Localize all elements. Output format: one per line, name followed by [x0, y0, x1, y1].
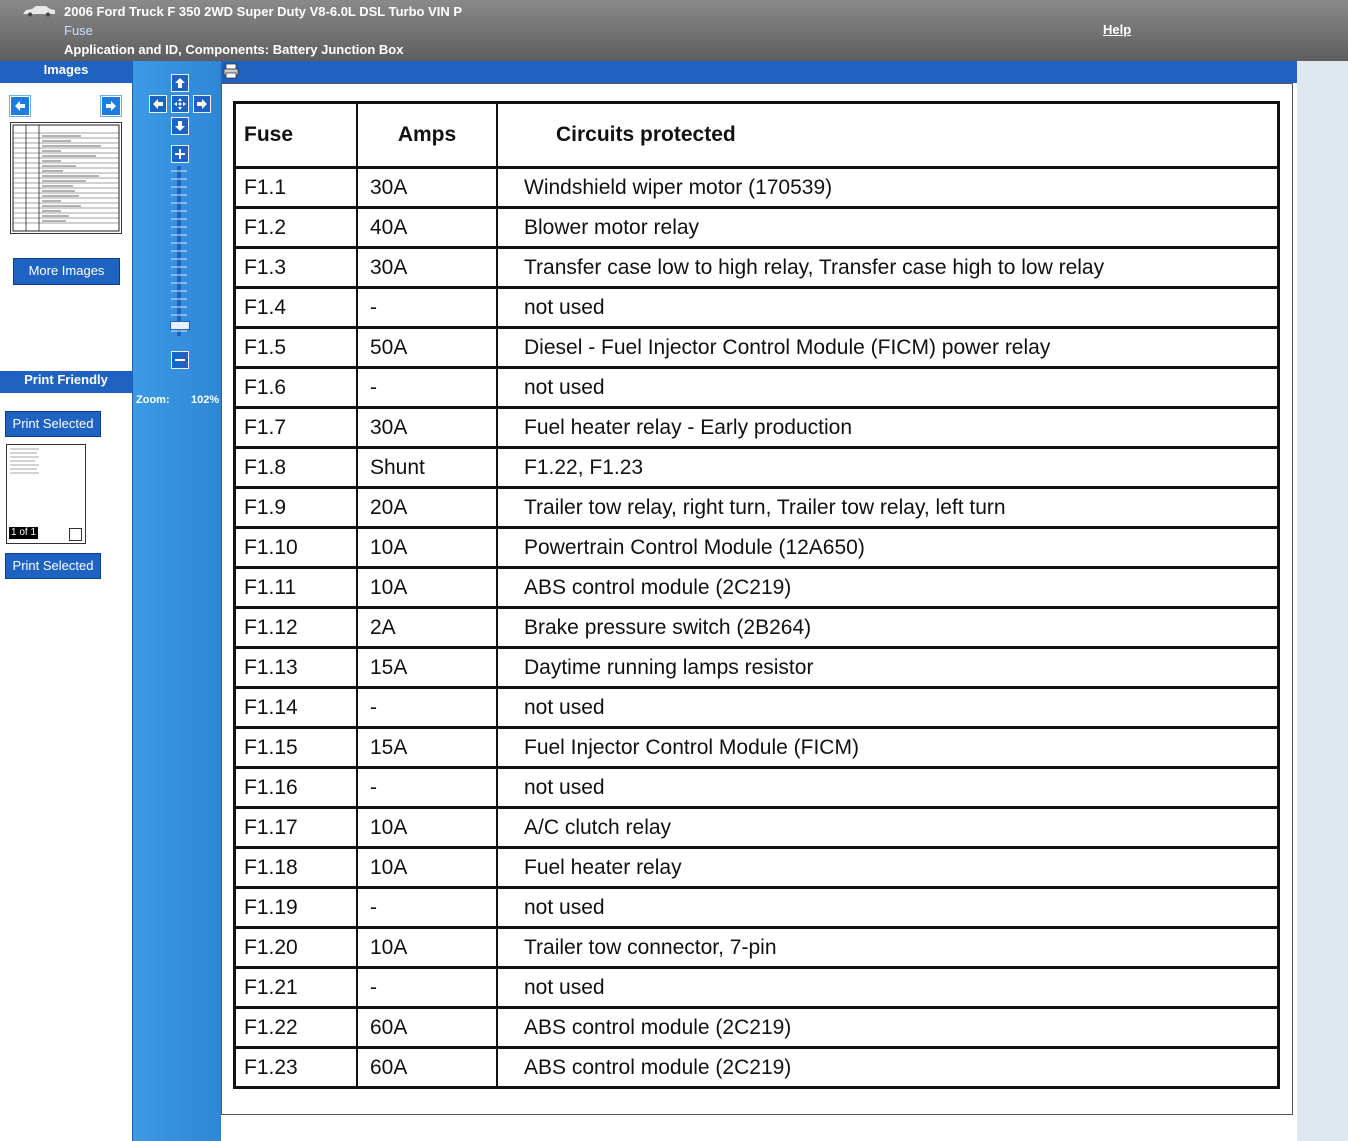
arrow-up-icon — [172, 75, 188, 91]
fuse-cell: F1.18 — [235, 848, 358, 888]
fuse-cell: F1.2 — [235, 208, 358, 248]
table-row — [235, 288, 1279, 328]
table-row — [235, 808, 1279, 848]
print-page-thumbnail[interactable] — [6, 444, 86, 544]
arrow-down-icon — [172, 118, 188, 134]
amps-cell: 10A — [357, 568, 497, 608]
pan-down-button[interactable] — [171, 117, 189, 135]
circuit-cell: not used — [497, 768, 1279, 808]
fuse-cell: F1.22 — [235, 1008, 358, 1048]
amps-cell: - — [357, 288, 497, 328]
arrow-left-icon — [11, 97, 29, 115]
amps-cell: - — [357, 888, 497, 928]
select-page-checkbox[interactable] — [69, 528, 82, 541]
fuse-cell: F1.11 — [235, 568, 358, 608]
fuse-cell: F1.17 — [235, 808, 358, 848]
next-image-button[interactable] — [101, 96, 121, 116]
table-row — [235, 528, 1279, 568]
circuit-cell: Diesel - Fuel Injector Control Module (FICM) power relay — [497, 328, 1279, 368]
left-sidebar — [0, 61, 133, 1141]
arrow-left-icon — [150, 96, 166, 112]
fuse-cell: F1.5 — [235, 328, 358, 368]
table-row — [235, 1048, 1279, 1088]
pan-center-button[interactable] — [171, 95, 189, 113]
table-row — [235, 408, 1279, 448]
move-icon — [172, 96, 188, 112]
print-selected-button[interactable]: Print Selected — [5, 411, 101, 437]
page-preview-thumbnail — [7, 445, 85, 525]
arrow-right-icon — [194, 96, 210, 112]
fuse-cell: F1.1 — [235, 168, 358, 208]
amps-cell: Shunt — [357, 448, 497, 488]
more-images-button[interactable]: More Images — [13, 258, 120, 285]
table-row — [235, 368, 1279, 408]
table-row — [235, 248, 1279, 288]
fuse-cell: F1.10 — [235, 528, 358, 568]
fuse-cell: F1.3 — [235, 248, 358, 288]
table-row — [235, 488, 1279, 528]
circuit-cell: not used — [497, 688, 1279, 728]
circuit-cell: not used — [497, 968, 1279, 1008]
fuse-table-thumbnail — [11, 123, 121, 233]
fuse-cell: F1.9 — [235, 488, 358, 528]
amps-cell: 2A — [357, 608, 497, 648]
table-row — [235, 448, 1279, 488]
zoom-slider[interactable] — [171, 166, 187, 336]
table-row — [235, 688, 1279, 728]
images-panel-title: Images — [0, 61, 132, 83]
pan-right-button[interactable] — [193, 95, 211, 113]
amps-cell: 30A — [357, 408, 497, 448]
circuit-cell: Fuel heater relay — [497, 848, 1279, 888]
table-row — [235, 1008, 1279, 1048]
circuit-cell: ABS control module (2C219) — [497, 1008, 1279, 1048]
column-header-circuits: Circuits protected — [497, 103, 1279, 168]
circuit-cell: Brake pressure switch (2B264) — [497, 608, 1279, 648]
circuit-cell: not used — [497, 368, 1279, 408]
fuse-cell: F1.13 — [235, 648, 358, 688]
fuse-cell: F1.12 — [235, 608, 358, 648]
fuse-cell: F1.4 — [235, 288, 358, 328]
document-viewer — [221, 83, 1297, 1141]
amps-cell: 10A — [357, 848, 497, 888]
circuit-cell: not used — [497, 288, 1279, 328]
table-row — [235, 728, 1279, 768]
column-header-fuse: Fuse — [235, 103, 358, 168]
amps-cell: 30A — [357, 168, 497, 208]
table-row — [235, 928, 1279, 968]
circuit-cell: Blower motor relay — [497, 208, 1279, 248]
breadcrumb: Application and ID, Components: Battery Junction Box — [64, 42, 404, 57]
amps-cell: - — [357, 768, 497, 808]
fuse-cell: F1.19 — [235, 888, 358, 928]
circuit-cell: F1.22, F1.23 — [497, 448, 1279, 488]
zoom-slider-handle[interactable] — [170, 321, 190, 330]
table-row — [235, 848, 1279, 888]
column-header-amps: Amps — [357, 103, 497, 168]
pan-left-button[interactable] — [149, 95, 167, 113]
print-friendly-title: Print Friendly — [0, 371, 132, 393]
amps-cell: - — [357, 968, 497, 1008]
fuse-table — [233, 101, 1280, 1089]
fuse-cell: F1.14 — [235, 688, 358, 728]
zoom-out-button[interactable] — [171, 351, 189, 369]
arrow-right-icon — [102, 97, 120, 115]
fuse-cell: F1.7 — [235, 408, 358, 448]
fuse-cell: F1.15 — [235, 728, 358, 768]
car-icon — [22, 5, 56, 17]
table-row — [235, 768, 1279, 808]
amps-cell: 50A — [357, 328, 497, 368]
fuse-table-body — [235, 168, 1279, 1088]
table-row — [235, 608, 1279, 648]
table-row — [235, 568, 1279, 608]
amps-cell: 60A — [357, 1048, 497, 1088]
printer-icon[interactable] — [223, 63, 239, 79]
circuit-cell: A/C clutch relay — [497, 808, 1279, 848]
circuit-cell: not used — [497, 888, 1279, 928]
app-header — [0, 0, 1348, 61]
fuse-cell: F1.16 — [235, 768, 358, 808]
amps-cell: 20A — [357, 488, 497, 528]
image-thumbnail[interactable] — [10, 122, 122, 234]
fuse-cell: F1.8 — [235, 448, 358, 488]
page-count: 1 of 1 — [11, 527, 37, 538]
circuit-cell: Fuel heater relay - Early production — [497, 408, 1279, 448]
right-gutter — [1297, 61, 1348, 1141]
document-frame — [221, 83, 1293, 1115]
table-row — [235, 648, 1279, 688]
section-title: Fuse — [64, 23, 93, 38]
amps-cell: 10A — [357, 528, 497, 568]
table-row — [235, 888, 1279, 928]
fuse-cell: F1.20 — [235, 928, 358, 968]
circuit-cell: Trailer tow connector, 7-pin — [497, 928, 1279, 968]
print-selected-button-bottom[interactable]: Print Selected — [5, 553, 101, 579]
fuse-cell: F1.21 — [235, 968, 358, 1008]
zoom-label: Zoom: — [136, 394, 170, 406]
plus-icon — [172, 146, 188, 162]
amps-cell: - — [357, 368, 497, 408]
zoom-value: 102% — [191, 394, 220, 406]
circuit-cell: ABS control module (2C219) — [497, 1048, 1279, 1088]
table-row — [235, 968, 1279, 1008]
circuit-cell: Fuel Injector Control Module (FICM) — [497, 728, 1279, 768]
viewer-toolbar — [221, 61, 1297, 83]
table-row — [235, 328, 1279, 368]
pan-up-button[interactable] — [171, 74, 189, 92]
amps-cell: 10A — [357, 808, 497, 848]
amps-cell: 60A — [357, 1008, 497, 1048]
table-header-row — [235, 103, 1279, 168]
fuse-cell: F1.23 — [235, 1048, 358, 1088]
help-link[interactable]: Help — [1103, 22, 1132, 37]
zoom-controls — [133, 61, 221, 1141]
circuit-cell: Windshield wiper motor (170539) — [497, 168, 1279, 208]
amps-cell: 15A — [357, 648, 497, 688]
fuse-cell: F1.6 — [235, 368, 358, 408]
amps-cell: 40A — [357, 208, 497, 248]
vehicle-title: 2006 Ford Truck F 350 2WD Super Duty V8-6.0L DSL Turbo VIN P — [64, 4, 463, 19]
amps-cell: 30A — [357, 248, 497, 288]
previous-image-button[interactable] — [10, 96, 30, 116]
amps-cell: 10A — [357, 928, 497, 968]
circuit-cell: ABS control module (2C219) — [497, 568, 1279, 608]
circuit-cell: Powertrain Control Module (12A650) — [497, 528, 1279, 568]
minus-icon — [172, 352, 188, 368]
circuit-cell: Daytime running lamps resistor — [497, 648, 1279, 688]
table-row — [235, 168, 1279, 208]
table-row — [235, 208, 1279, 248]
circuit-cell: Transfer case low to high relay, Transfer case high to low relay — [497, 248, 1279, 288]
amps-cell: 15A — [357, 728, 497, 768]
zoom-in-button[interactable] — [171, 145, 189, 163]
amps-cell: - — [357, 688, 497, 728]
circuit-cell: Trailer tow relay, right turn, Trailer tow relay, left turn — [497, 488, 1279, 528]
